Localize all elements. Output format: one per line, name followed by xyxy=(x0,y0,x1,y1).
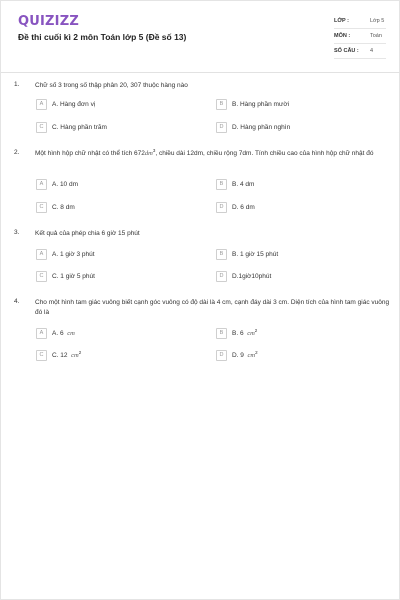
option-c[interactable] xyxy=(36,350,196,363)
option-text: B. Hàng phần mười xyxy=(232,101,290,108)
option-text xyxy=(232,327,258,337)
option-text: B. 4 dm xyxy=(232,181,255,188)
question-number: 2. xyxy=(14,149,20,156)
unit-exponent: 2 xyxy=(78,349,82,355)
option-letter-box: B xyxy=(216,249,227,260)
meta-subject-row xyxy=(334,30,386,44)
option-letter-box: D xyxy=(216,271,227,282)
unit-math: cm xyxy=(247,330,255,337)
meta-count-row xyxy=(334,45,386,59)
option-letter-box: D xyxy=(216,350,227,361)
option-text: A. Hàng đơn vị xyxy=(52,101,96,108)
option-text: B. 1 giờ 15 phút xyxy=(232,251,279,258)
question-text: Cho một hình tam giác vuông biết cạnh góc vuông có độ dài là 4 cm, cạnh đáy dài 3 cm. Diện tích của hình tam giác vuông đó là xyxy=(35,299,390,316)
option-letter-box: C xyxy=(36,271,47,282)
question-text-part: Một hình hộp chữ nhật có thể tích 672 xyxy=(35,150,145,157)
option-a[interactable] xyxy=(36,99,196,112)
option-a[interactable] xyxy=(36,249,196,262)
option-letter-box: B xyxy=(216,99,227,110)
option-text: A. 1 giờ 3 phút xyxy=(52,251,95,258)
option-letter-box: C xyxy=(36,350,47,361)
option-letter-box: C xyxy=(36,122,47,133)
option-a[interactable] xyxy=(36,328,196,341)
unit-math: cm xyxy=(247,352,256,359)
option-letter-box: A xyxy=(36,179,47,190)
unit-exponent: 2 xyxy=(255,349,258,355)
option-b[interactable] xyxy=(216,249,376,262)
meta-subject-value: Toán xyxy=(370,33,382,39)
question-text xyxy=(35,149,391,159)
option-text: D.1giờ10phút xyxy=(232,273,272,280)
worksheet-header xyxy=(1,1,400,73)
question-text-part: , chiều dài 12dm, chiều rộng 7dm. Tính chiều cao của hình hộp chữ nhật đó xyxy=(155,150,374,157)
meta-class-row xyxy=(334,15,386,29)
question-number: 3. xyxy=(14,229,20,236)
option-d[interactable] xyxy=(216,350,376,363)
option-letter-box: A xyxy=(36,249,47,260)
option-b[interactable] xyxy=(216,99,376,112)
option-letter-box: D xyxy=(216,202,227,213)
option-value: A. 6 xyxy=(52,330,64,337)
option-value: B. 6 xyxy=(232,330,244,337)
question-text: Chữ số 3 trong số thập phân 20, 307 thuộc hàng nào xyxy=(35,82,188,89)
option-text: D. Hàng phần nghìn xyxy=(232,124,291,131)
option-letter-box: A xyxy=(36,328,47,339)
option-d[interactable] xyxy=(216,271,376,284)
option-text xyxy=(52,349,82,359)
option-d[interactable] xyxy=(216,202,376,215)
option-text: C. 1 giờ 5 phút xyxy=(52,273,95,280)
option-letter-box: D xyxy=(216,122,227,133)
option-letter-box: B xyxy=(216,179,227,190)
meta-class-label: LỚP : xyxy=(334,18,349,24)
option-value: C. 12 xyxy=(52,352,68,359)
question-text: Kết quả của phép chia 6 giờ 15 phút xyxy=(35,230,140,237)
question-number: 4. xyxy=(14,298,20,305)
option-letter-box: B xyxy=(216,328,227,339)
option-text xyxy=(52,330,75,337)
unit-math: dm xyxy=(144,150,153,157)
option-c[interactable] xyxy=(36,202,196,215)
option-text: C. Hàng phần trăm xyxy=(52,124,107,131)
option-d[interactable] xyxy=(216,122,376,135)
unit-exponent: 3 xyxy=(152,147,156,153)
option-text xyxy=(232,349,258,359)
option-b[interactable] xyxy=(216,328,376,341)
unit-math: cm xyxy=(71,352,79,359)
question-number: 1. xyxy=(14,81,20,88)
option-value: D. 9 xyxy=(232,352,244,359)
quizizz-logo: QUIZIZZ xyxy=(18,14,79,29)
unit-math: cm xyxy=(67,330,75,337)
option-c[interactable] xyxy=(36,122,196,135)
header-divider xyxy=(1,72,400,73)
option-letter-box: A xyxy=(36,99,47,110)
option-text: C. 8 dm xyxy=(52,204,75,211)
option-a[interactable] xyxy=(36,179,196,192)
meta-class-value: Lớp 5 xyxy=(370,18,385,24)
meta-subject-label: MÔN : xyxy=(334,33,351,39)
worksheet-title: Đề thi cuối kì 2 môn Toán lớp 5 (Đề số 13) xyxy=(18,32,187,42)
option-text: D. 6 dm xyxy=(232,204,255,211)
meta-count-value: 4 xyxy=(370,48,374,54)
option-b[interactable] xyxy=(216,179,376,192)
option-text: A. 10 dm xyxy=(52,181,79,188)
option-c[interactable] xyxy=(36,271,196,284)
meta-count-label: SỐ CÂU : xyxy=(334,48,359,54)
unit-exponent: 2 xyxy=(254,327,258,333)
option-letter-box: C xyxy=(36,202,47,213)
